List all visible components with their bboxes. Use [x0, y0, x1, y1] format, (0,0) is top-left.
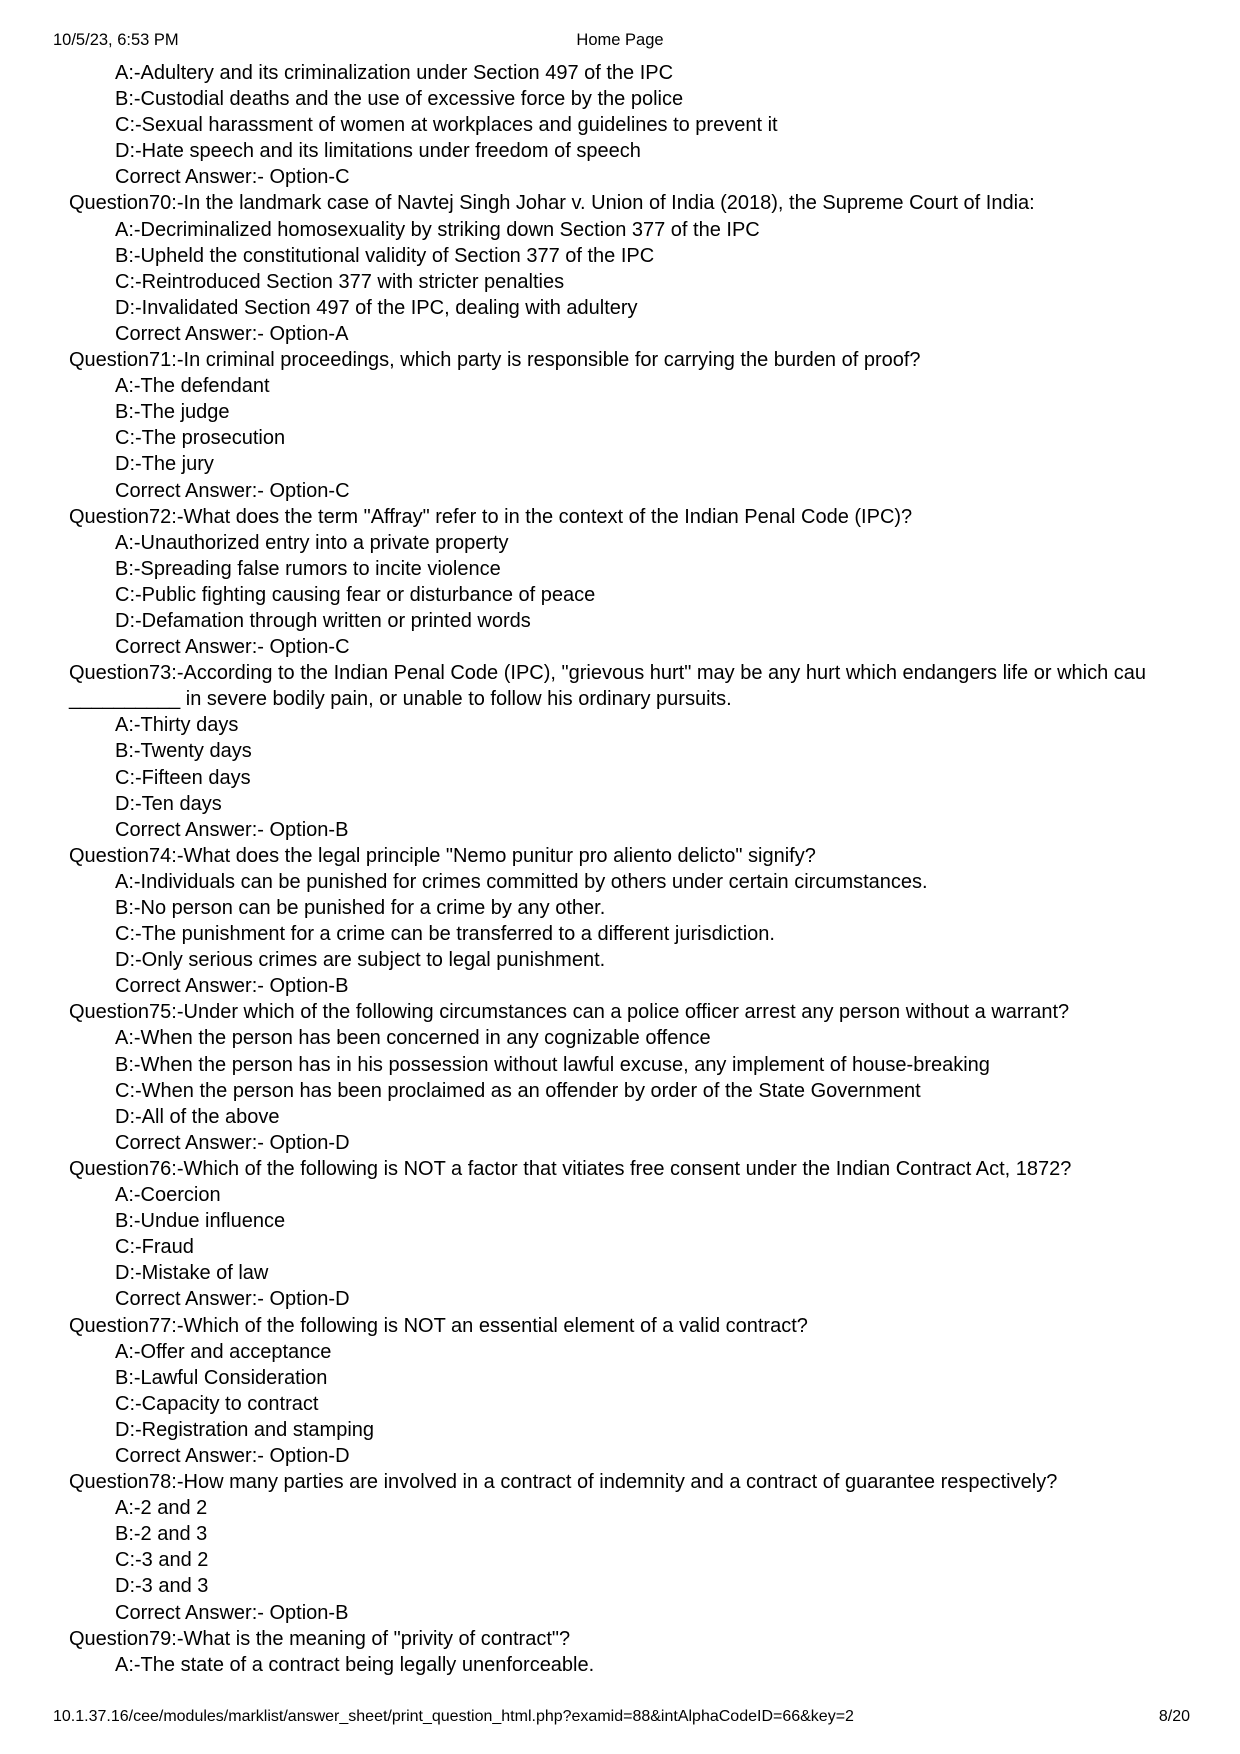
- question-list: [0, 60, 1240, 1678]
- correct-answer: Correct Answer:- Option-B: [115, 975, 349, 998]
- option-c: C:-Sexual harassment of women at workplaces and guidelines to prevent it: [115, 114, 778, 137]
- question-text: Question71:-In criminal proceedings, which party is responsible for carrying the burden of proof?: [69, 349, 921, 372]
- option-b: B:-Spreading false rumors to incite violence: [115, 557, 501, 580]
- option-b: B:-No person can be punished for a crime by any other.: [115, 897, 606, 919]
- option-a: A:-2 and 2: [115, 1497, 208, 1520]
- option-d: D:-Mistake of law: [115, 1262, 269, 1285]
- option-b: B:-When the person has in his possession without lawful excuse, any implement of house-breaking: [115, 1053, 990, 1076]
- correct-answer: Correct Answer:- Option-A: [115, 322, 349, 345]
- option-c: C:-Public fighting causing fear or disturbance of peace: [115, 583, 596, 606]
- page-number: 8/20: [1158, 1708, 1190, 1725]
- question-text: Question78:-How many parties are involved in a contract of indemnity and a contract of guarantee respectively?: [69, 1471, 1058, 1494]
- option-d: D:-Only serious crimes are subject to legal punishment.: [115, 949, 606, 972]
- option-c: C:-Fraud: [115, 1236, 194, 1259]
- option-a: A:-The state of a contract being legally unenforceable.: [115, 1653, 595, 1676]
- option-a: A:-When the person has been concerned in any cognizable offence: [115, 1027, 711, 1050]
- option-b: B:-Custodial deaths and the use of excessive force by the police: [115, 88, 684, 111]
- option-b: B:-Twenty days: [115, 740, 252, 763]
- correct-answer: Correct Answer:- Option-C: [115, 636, 350, 659]
- option-b: B:-Upheld the constitutional validity of Section 377 of the IPC: [115, 244, 655, 267]
- option-a: A:-Decriminalized homosexuality by striking down Section 377 of the IPC: [115, 218, 760, 241]
- question-text: Question75:-Under which of the following circumstances can a police officer arrest any person without a warrant?: [69, 1001, 1070, 1024]
- option-b: B:-2 and 3: [115, 1523, 208, 1546]
- option-c: C:-The punishment for a crime can be transferred to a different jurisdiction.: [115, 923, 775, 946]
- option-d: D:-Hate speech and its limitations under freedom of speech: [115, 140, 641, 163]
- correct-answer: Correct Answer:- Option-C: [115, 166, 350, 189]
- correct-answer: Correct Answer:- Option-D: [115, 1288, 350, 1311]
- option-a: A:-Thirty days: [115, 714, 239, 737]
- page-title: Home Page: [576, 31, 664, 49]
- question-text: Question79:-What is the meaning of "privity of contract"?: [69, 1627, 571, 1650]
- correct-answer: Correct Answer:- Option-B: [115, 818, 349, 841]
- question-text: Question73:-According to the Indian Penal Code (IPC), "grievous hurt" may be any hurt which endangers life or which cau: [69, 662, 1147, 685]
- option-a: A:-Individuals can be punished for crimes committed by others under certain circumstances.: [115, 870, 928, 893]
- correct-answer: Correct Answer:- Option-D: [115, 1444, 350, 1467]
- option-d: D:-Ten days: [115, 792, 222, 815]
- option-c: C:-Reintroduced Section 377 with stricter penalties: [115, 270, 565, 293]
- option-d: D:-Registration and stamping: [115, 1418, 375, 1441]
- question-text: Question70:-In the landmark case of Navtej Singh Johar v. Union of India (2018), the Supreme Court of India:: [69, 192, 1035, 215]
- option-c: C:-Capacity to contract: [115, 1392, 319, 1415]
- option-a: A:-The defendant: [115, 375, 270, 398]
- question-text-continued: __________ in severe bodily pain, or unable to follow his ordinary pursuits.: [69, 688, 732, 711]
- option-d: D:-3 and 3: [115, 1575, 209, 1598]
- option-b: B:-Undue influence: [115, 1210, 286, 1233]
- option-d: D:-The jury: [115, 453, 214, 476]
- page-url: 10.1.37.16/cee/modules/marklist/answer_sheet/print_question_html.php?examid=88&intAlphaCodeID=66&key=2: [53, 1708, 854, 1725]
- question-text: Question76:-Which of the following is NOT a factor that vitiates free consent under the Indian Contract Act, 1872?: [69, 1157, 1072, 1180]
- option-d: D:-Invalidated Section 497 of the IPC, dealing with adultery: [115, 296, 638, 319]
- option-c: C:-The prosecution: [115, 427, 286, 450]
- option-a: A:-Coercion: [115, 1184, 221, 1207]
- correct-answer: Correct Answer:- Option-C: [115, 479, 350, 502]
- option-a: A:-Adultery and its criminalization under Section 497 of the IPC: [115, 62, 674, 84]
- correct-answer: Correct Answer:- Option-B: [115, 1601, 349, 1624]
- question-text: Question74:-What does the legal principle "Nemo punitur pro aliento delicto" signify?: [69, 844, 816, 867]
- option-b: B:-Lawful Consideration: [115, 1366, 328, 1389]
- option-a: A:-Unauthorized entry into a private property: [115, 531, 509, 554]
- option-d: D:-Defamation through written or printed words: [115, 609, 531, 632]
- print-datetime: 10/5/23, 6:53 PM: [53, 31, 179, 49]
- correct-answer: Correct Answer:- Option-D: [115, 1131, 350, 1154]
- question-text: Question72:-What does the term "Affray" refer to in the context of the Indian Penal Code (IPC)?: [69, 505, 913, 528]
- question-text: Question77:-Which of the following is NOT an essential element of a valid contract?: [69, 1314, 808, 1337]
- option-d: D:-All of the above: [115, 1105, 280, 1128]
- option-c: C:-3 and 2: [115, 1549, 209, 1572]
- option-c: C:-When the person has been proclaimed as an offender by order of the State Government: [115, 1079, 921, 1102]
- option-a: A:-Offer and acceptance: [115, 1340, 332, 1363]
- option-b: B:-The judge: [115, 401, 230, 424]
- option-c: C:-Fifteen days: [115, 766, 251, 789]
